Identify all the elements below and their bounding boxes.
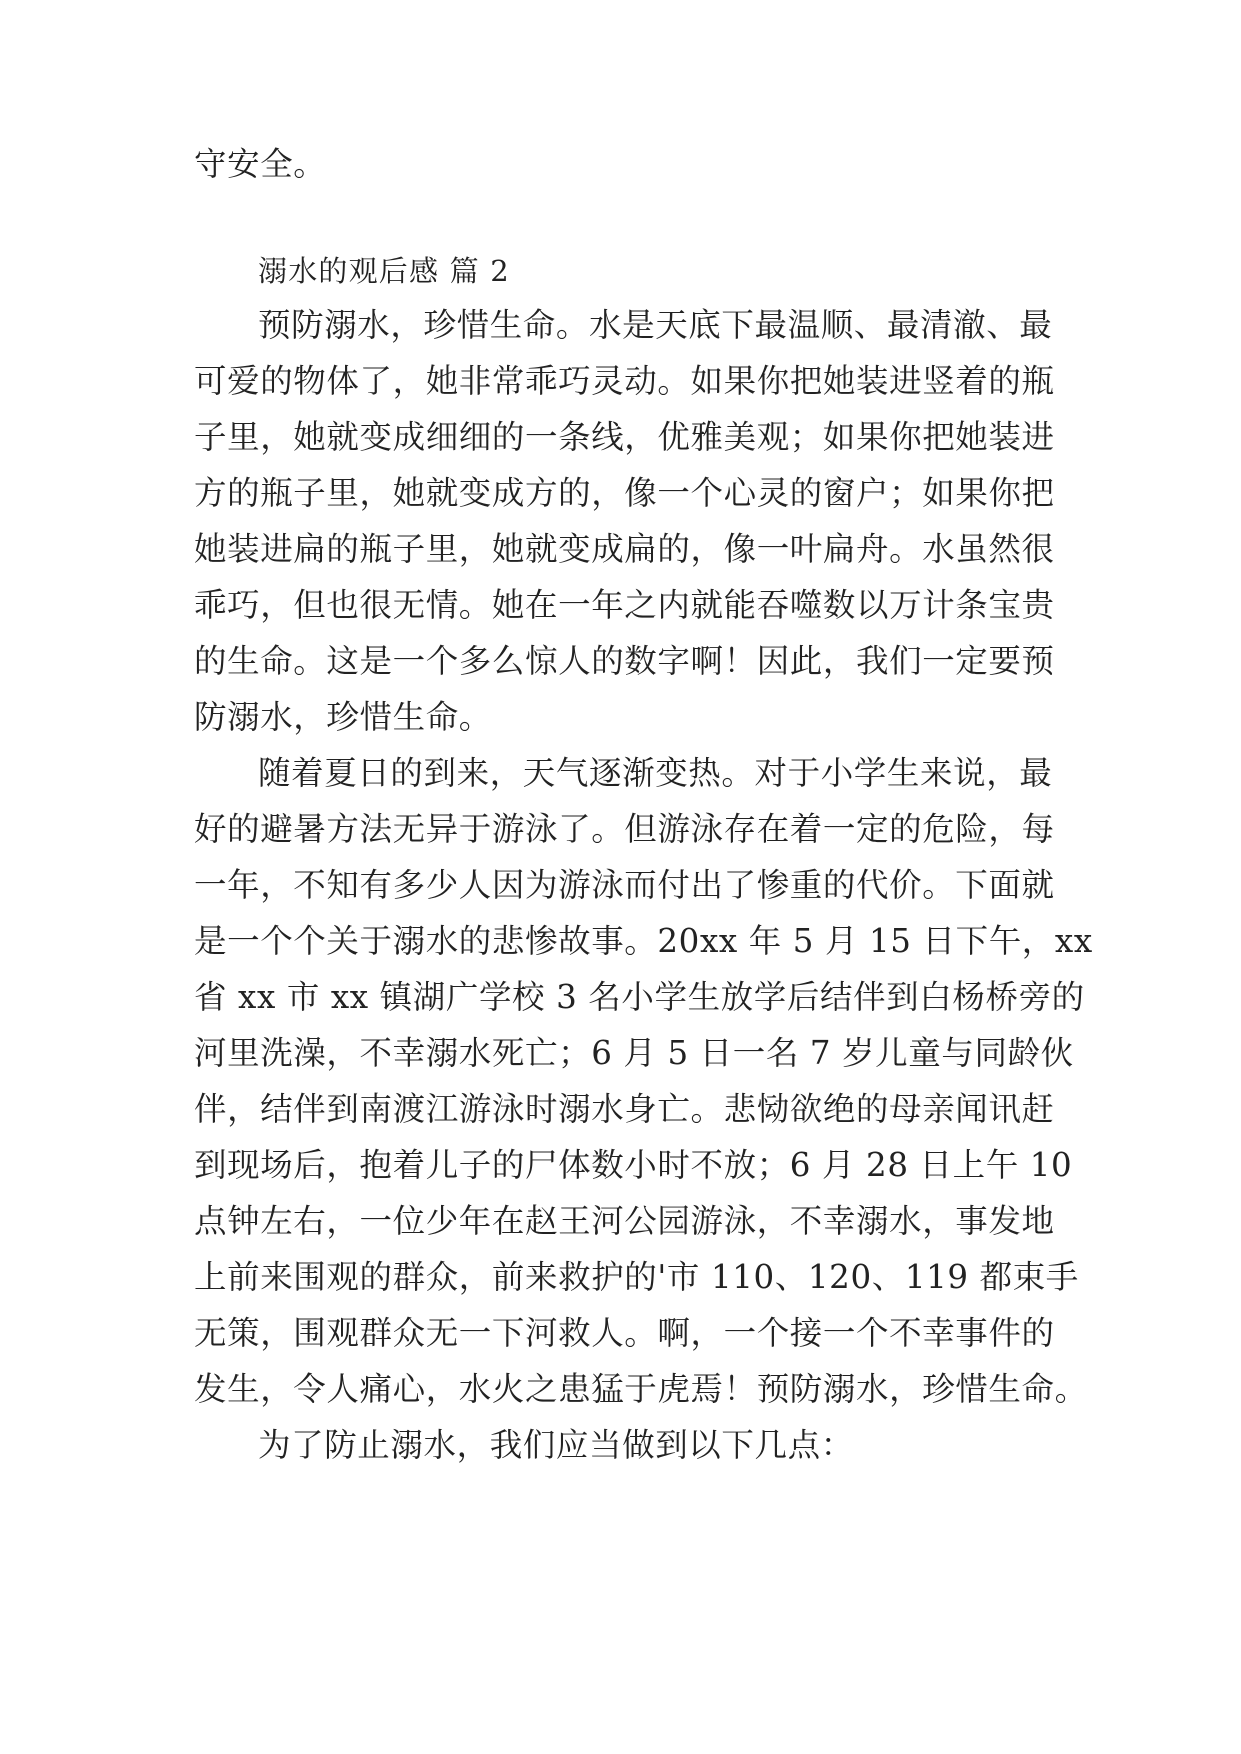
- text-line: 河里洗澡，不幸溺水死亡；6 月 5 日一名 7 岁儿童与同龄伙: [194, 1034, 1074, 1072]
- section-heading: 溺水的观后感 篇 2: [258, 254, 510, 288]
- text-line: 可爱的物体了，她非常乖巧灵动。如果你把她装进竖着的瓶: [194, 362, 1055, 400]
- text-line: 无策，围观群众无一下河救人。啊，一个接一个不幸事件的: [194, 1314, 1055, 1352]
- lead-in-text: [194, 136, 1060, 192]
- text-line: 乖巧，但也很无情。她在一年之内就能吞噬数以万计条宝贵: [194, 586, 1055, 624]
- text-line: 她装进扁的瓶子里，她就变成扁的，像一叶扁舟。水虽然很: [194, 530, 1055, 568]
- text-line: 点钟左右，一位少年在赵王河公园游泳，不幸溺水，事发地: [194, 1202, 1055, 1240]
- text-line: 随着夏日的到来，天气逐渐变热。对于小学生来说，最: [258, 754, 1053, 792]
- text-line: 发生，令人痛心，水火之患猛于虎焉！预防溺水，珍惜生命。: [194, 1370, 1088, 1408]
- text-line: 省 xx 市 xx 镇湖广学校 3 名小学生放学后结伴到白杨桥旁的: [194, 978, 1085, 1016]
- text-line: 一年，不知有多少人因为游泳而付出了惨重的代价。下面就: [194, 866, 1055, 904]
- text-line: 上前来围观的群众，前来救护的'市 110、120、119 都束手: [194, 1258, 1079, 1296]
- text-line: 子里，她就变成细细的一条线，优雅美观；如果你把她装进: [194, 418, 1055, 456]
- section-title: [194, 243, 1060, 299]
- paragraph-1: [194, 297, 1060, 745]
- text-line: 伴，结伴到南渡江游泳时溺水身亡。悲恸欲绝的母亲闻讯赶: [194, 1090, 1055, 1128]
- text-line: 的生命。这是一个多么惊人的数字啊！因此，我们一定要预: [194, 642, 1055, 680]
- text-line: 是一个个关于溺水的悲惨故事。20xx 年 5 月 15 日下午，xx: [194, 922, 1093, 960]
- text-line: 方的瓶子里，她就变成方的，像一个心灵的窗户；如果你把: [194, 474, 1055, 512]
- paragraph-2: [194, 745, 1093, 1417]
- text-line: 好的避暑方法无异于游泳了。但游泳存在着一定的危险，每: [194, 810, 1055, 848]
- text-line: 守安全。: [194, 145, 327, 183]
- text-line: 到现场后，抱着儿子的尸体数小时不放；6 月 28 日上午 10: [194, 1146, 1073, 1184]
- text-line: 为了防止溺水，我们应当做到以下几点：: [258, 1426, 854, 1464]
- text-line: 预防溺水，珍惜生命。水是天底下最温顺、最清澈、最: [258, 306, 1053, 344]
- paragraph-3: [194, 1417, 1060, 1473]
- text-line: 防溺水，珍惜生命。: [194, 698, 492, 736]
